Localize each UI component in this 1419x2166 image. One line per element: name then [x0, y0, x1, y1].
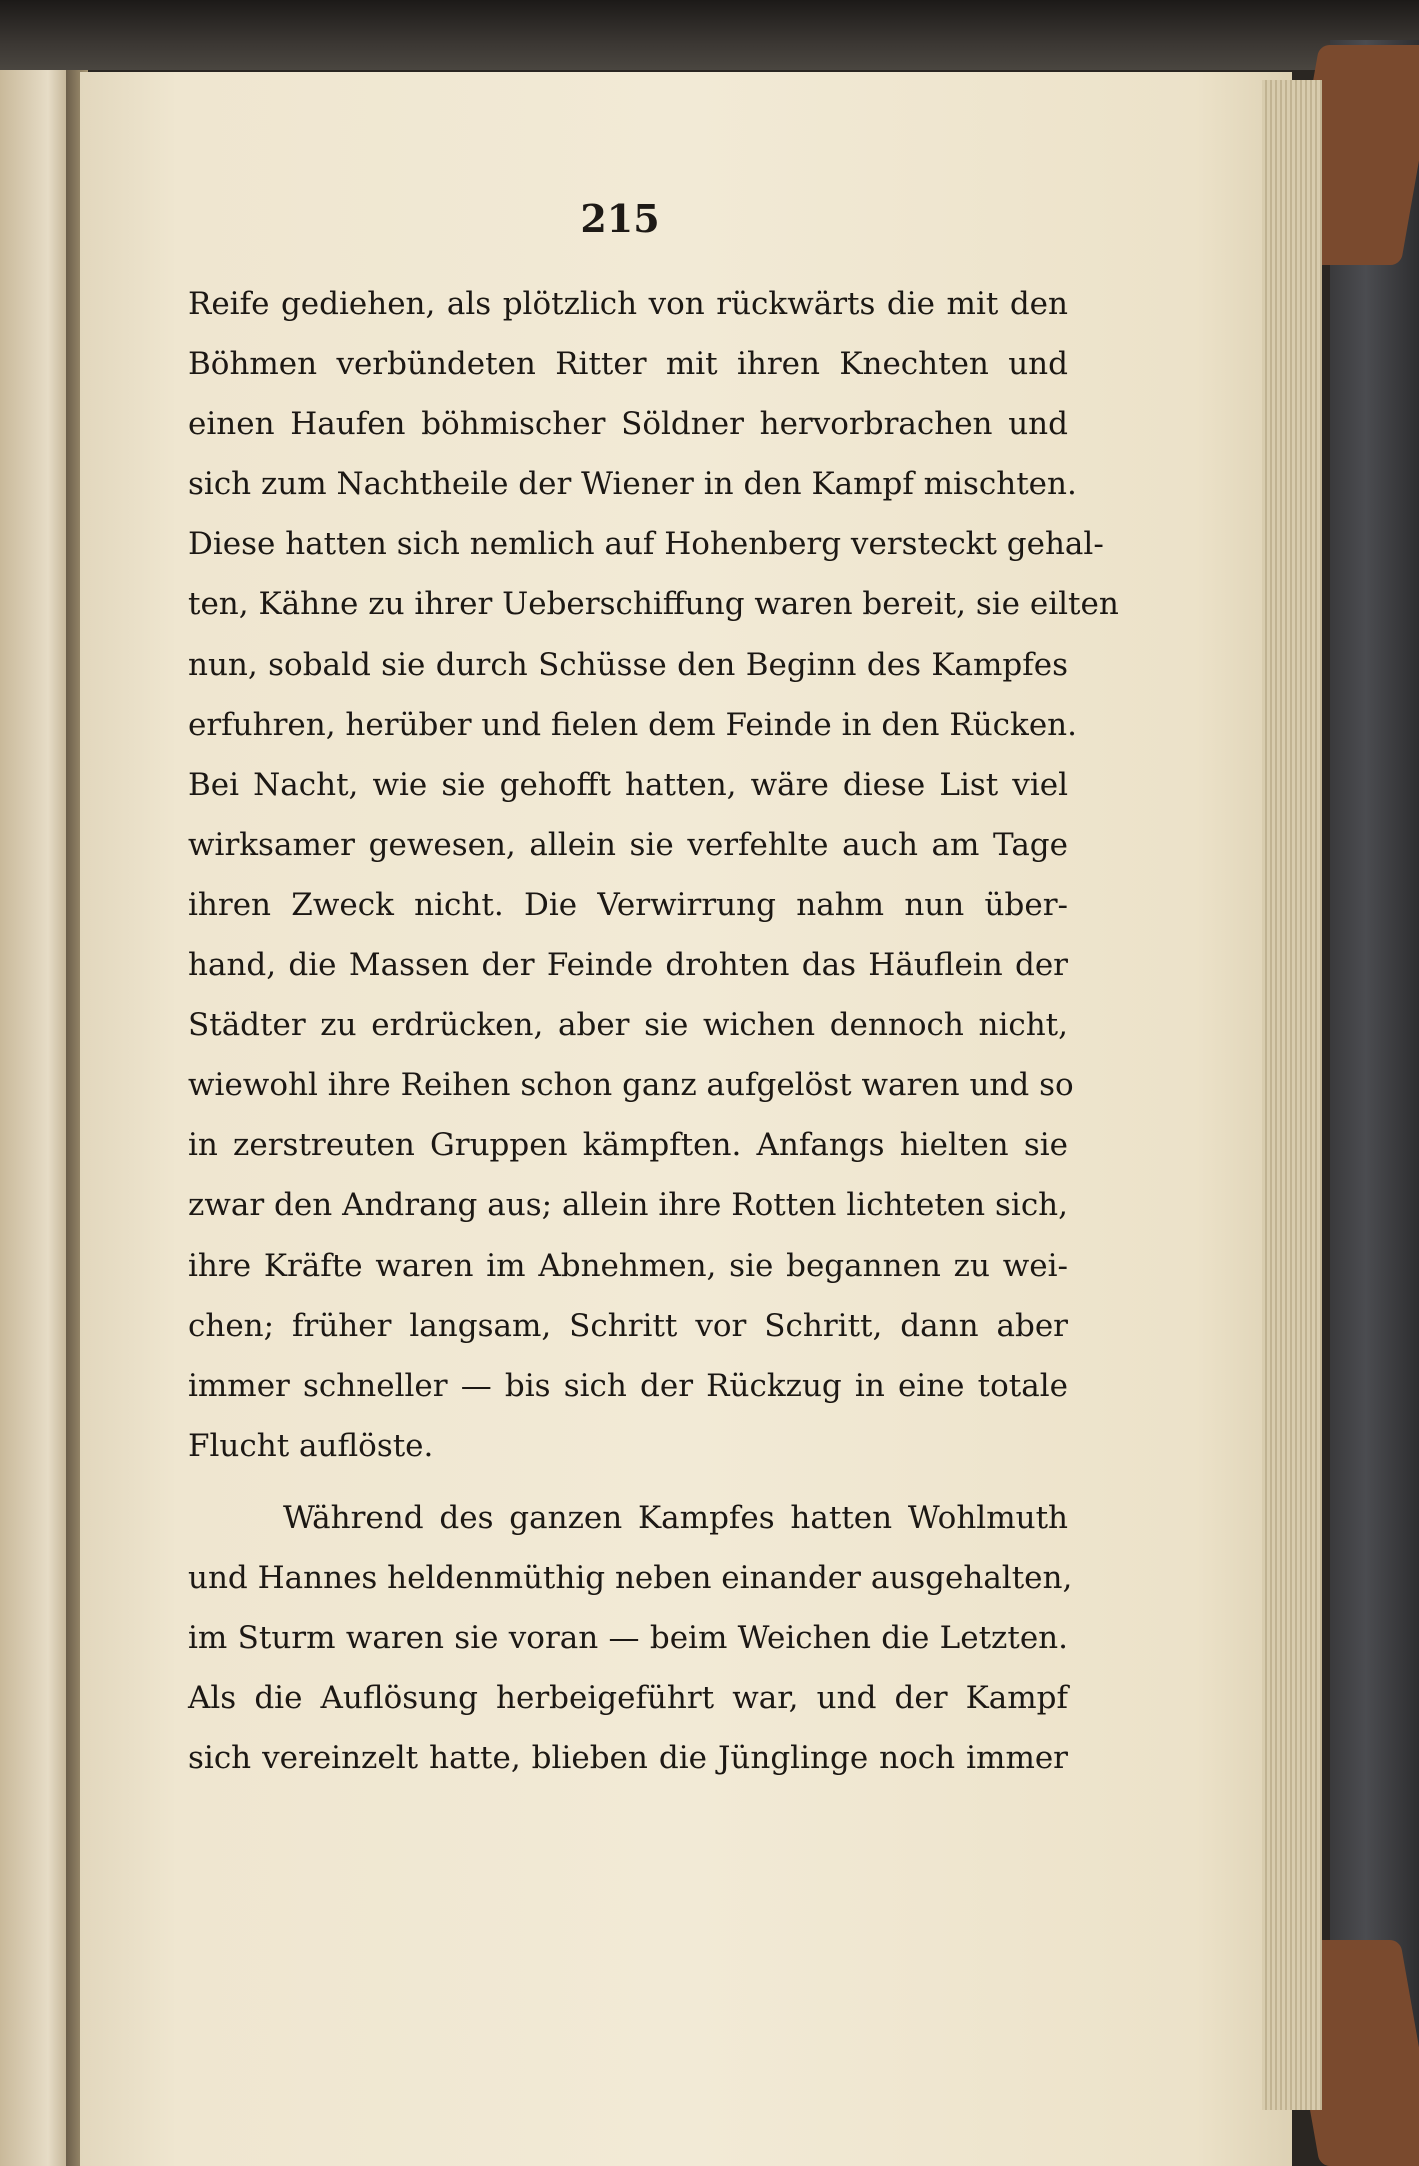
previous-page-edge [0, 70, 74, 2166]
text-line: Flucht auflöste. [188, 1427, 434, 1464]
text-line: chen; früher langsam, Schritt vor Schritt, dann aber [188, 1307, 1068, 1344]
text-line: Bei Nacht, wie sie gehofft hatten, wäre diese List viel [188, 766, 1068, 803]
text-line: ten, Kähne zu ihrer Ueberschiffung waren bereit, sie eilten [188, 586, 1119, 623]
text-line: und Hannes heldenmüthig neben einander ausgehalten, [188, 1559, 1073, 1596]
text-line: Diese hatten sich nemlich auf Hohenberg versteckt gehal- [188, 526, 1104, 563]
text-line: Als die Auflösung herbeigeführt war, und der Kampf [188, 1680, 1068, 1717]
text-line: immer schneller — bis sich der Rückzug in eine totale [188, 1367, 1068, 1404]
text-line: ihre Kräfte waren im Abnehmen, sie begannen zu wei- [188, 1247, 1068, 1284]
text-line: Während des ganzen Kampfes hatten Wohlmuth [283, 1499, 1068, 1536]
text-line: sich vereinzelt hatte, blieben die Jünglinge noch immer [188, 1740, 1068, 1777]
page-number: 215 [580, 196, 660, 241]
text-line: einen Haufen böhmischer Söldner hervorbrachen und [188, 406, 1068, 443]
text-line: wiewohl ihre Reihen schon ganz aufgelöst waren und so [188, 1067, 1074, 1104]
page-text [188, 274, 1119, 1788]
book-binding-top [0, 0, 1419, 70]
book-binding-right [1330, 40, 1419, 2166]
text-line: sich zum Nachtheile der Wiener in den Kampf mischten. [188, 466, 1077, 503]
text-line: nun, sobald sie durch Schüsse den Beginn des Kampfes [188, 646, 1068, 683]
text-line: zwar den Andrang aus; allein ihre Rotten lichteten sich, [188, 1187, 1068, 1224]
text-line: erfuhren, herüber und fielen dem Feinde in den Rücken. [188, 706, 1077, 743]
text-line: Böhmen verbündeten Ritter mit ihren Knechten und [188, 346, 1068, 383]
text-line: Reife gediehen, als plötzlich von rückwärts die mit den [188, 286, 1068, 322]
text-line: in zerstreuten Gruppen kämpften. Anfangs hielten sie [188, 1127, 1068, 1164]
text-line: im Sturm waren sie voran — beim Weichen die Letzten. [188, 1620, 1068, 1657]
text-line: ihren Zweck nicht. Die Verwirrung nahm nun über- [188, 886, 1068, 923]
text-line: hand, die Massen der Feinde drohten das Häuflein der [188, 947, 1068, 984]
text-line: wirksamer gewesen, allein sie verfehlte auch am Tage [188, 826, 1068, 863]
page-edges [1262, 80, 1322, 2110]
text-line: Städter zu erdrücken, aber sie wichen dennoch nicht, [188, 1007, 1068, 1044]
